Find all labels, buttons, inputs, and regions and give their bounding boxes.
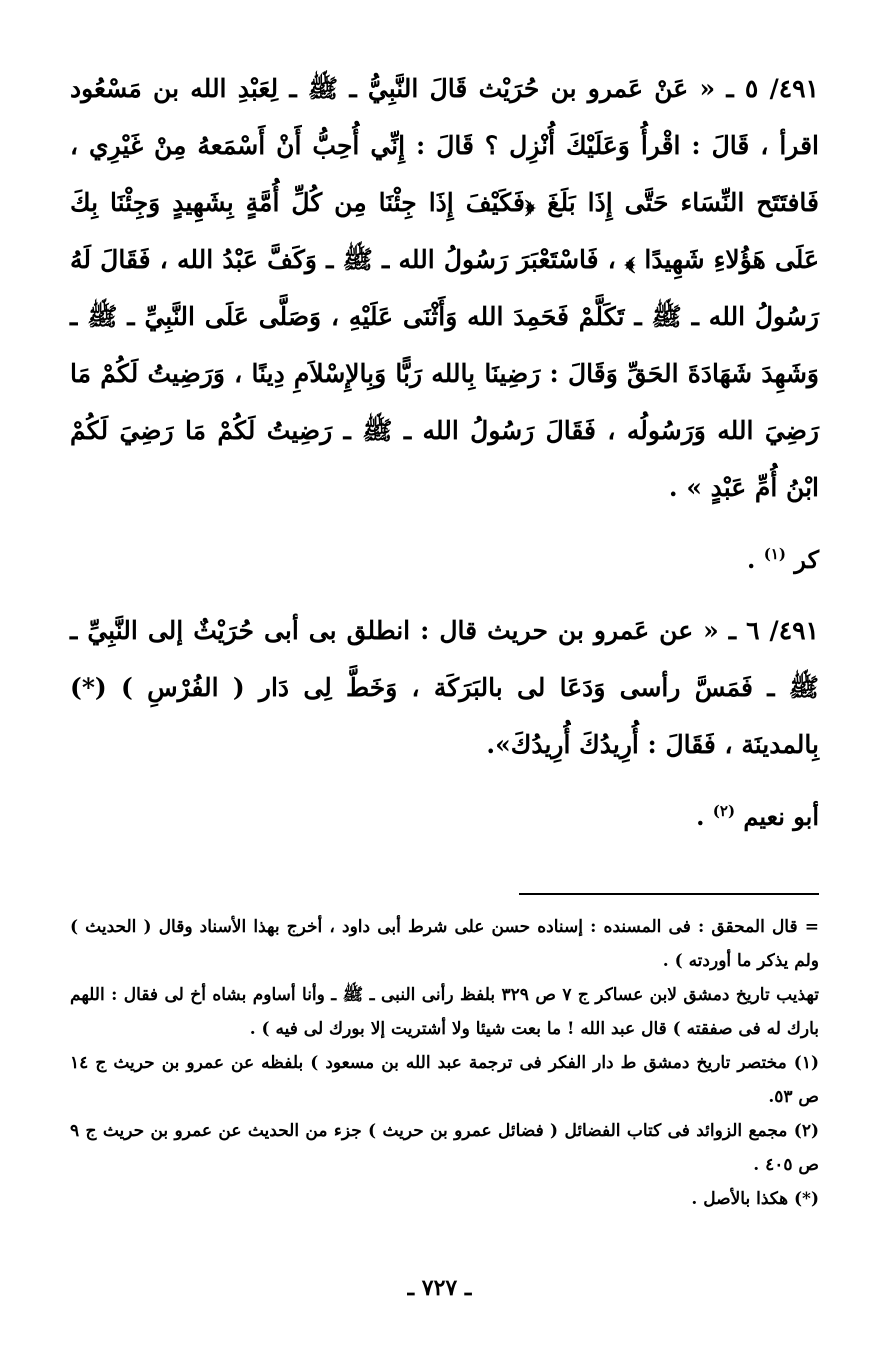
page-number: ـ ٧٢٧ ـ (407, 1275, 472, 1301)
hadith-491-5: ٤٩١/ ٥ ـ « عَنْ عَمرو بن حُرَيْث قَالَ النَّبِيُّ ـ ﷺ ـ لِعَبْدِ الله بن مَسْعُود اقرأ ، قَالَ : اقْرأُ وَعَلَيْكَ أُنْزِل ؟ قَالَ : إِنِّي أُحِبُّ أَنْ أَسْمَعهُ مِنْ غَيْرِي ، فَافتَتَح النِّسَاء حَتَّى إِذَا بَلَغَ ﴿فَكَيْفَ إِذَا جِئْنَا مِن كُلِّ أُمَّةٍ بِشَهِيدٍ وَجِئْنَا بِكَ عَلَى هَؤُلاءِ شَهِيدًا ﴾ ، فَاسْتَعْبَرَ رَسُولُ الله ـ ﷺ ـ وَكَفَّ عَبْدُ الله ، فَقَالَ لَهُ رَسُولُ الله ـ ﷺ ـ تَكَلَّمْ فَحَمِدَ الله وَأَثْنَى عَلَيْهِ ، وَصَلَّى عَلَى النَّبِيِّ ـ ﷺ ـ وَشَهِدَ شَهَادَةَ الحَقِّ وَقَالَ : رَضِينَا بِالله رَبًّا وَبِالإِسْلاَمِ دِينًا ، وَرَضِيتُ لَكُمْ مَا رَضِيَ الله وَرَسُولُه ، فَقَالَ رَسُولُ الله ـ ﷺ ـ رَضِيتُ لَكُمْ مَا رَضِيَ لَكُمْ ابْنُ أُمِّ عَبْدٍ » . (70, 74, 819, 502)
footnote-divider (519, 893, 819, 895)
source-end: . (746, 545, 756, 574)
footnote-ref: (٢) (712, 802, 736, 820)
footnote-2: (٢) مجمع الزوائد فى كتاب الفضائل ( فضائل عمرو بن حريث ) جزء من الحديث عن عمرو بن حريث ج ٩ ص ٤٠٥ . (70, 1121, 819, 1175)
footnote-ref: (١) (763, 545, 786, 563)
source-end: . (696, 802, 705, 831)
footnote-1: (١) مختصر تاريخ دمشق ط دار الفكر فى ترجمة عبد الله بن مسعود ) بلفظه عن عمرو بن حريث ج ١٤ ص ٥٣. (70, 1053, 819, 1107)
footnote-asterisk: (*) هكذا بالأصل . (691, 1189, 819, 1209)
source-name: كر (794, 545, 819, 574)
hadith-491-6: ٤٩١/ ٦ ـ « عن عَمرو بن حريث قال : انطلق بى أبى حُرَيْثٌ إلى النَّبِيِّ ـ ﷺ ـ فَمَسَّ رأسى وَدَعَا لى بالبَرَكَة ، وَخَطَّ لِى دَار ( الفُرْسِ ) (*) بِالمدينَة ، فَقَالَ : أُرِيدُكَ أُرِيدُكَ». (70, 616, 819, 759)
source-reference-2 (70, 791, 819, 837)
footnotes (70, 910, 819, 1216)
footnote-tahdhib: تهذيب تاريخ دمشق لابن عساكر ج ٧ ص ٣٢٩ بلفظ رأنى النبى ـ ﷺ ـ وأنا أساوم بشاه أخ لى فقال : اللهم بارك له فى صفقته ) قال عبد الله ! ما بعت شيئا ولا أشتريت إلا بورك لى فيه ) . (70, 985, 819, 1039)
footnote-continuation: = قال المحقق : فى المسنده : إسناده حسن على شرط أبى داود ، أخرج بهذا الأسناد وقال ( الحديث ) ولم يذكر ما أوردته ) . (70, 917, 819, 971)
source-reference-1 (70, 534, 819, 580)
source-name: أبو نعيم (743, 802, 819, 831)
